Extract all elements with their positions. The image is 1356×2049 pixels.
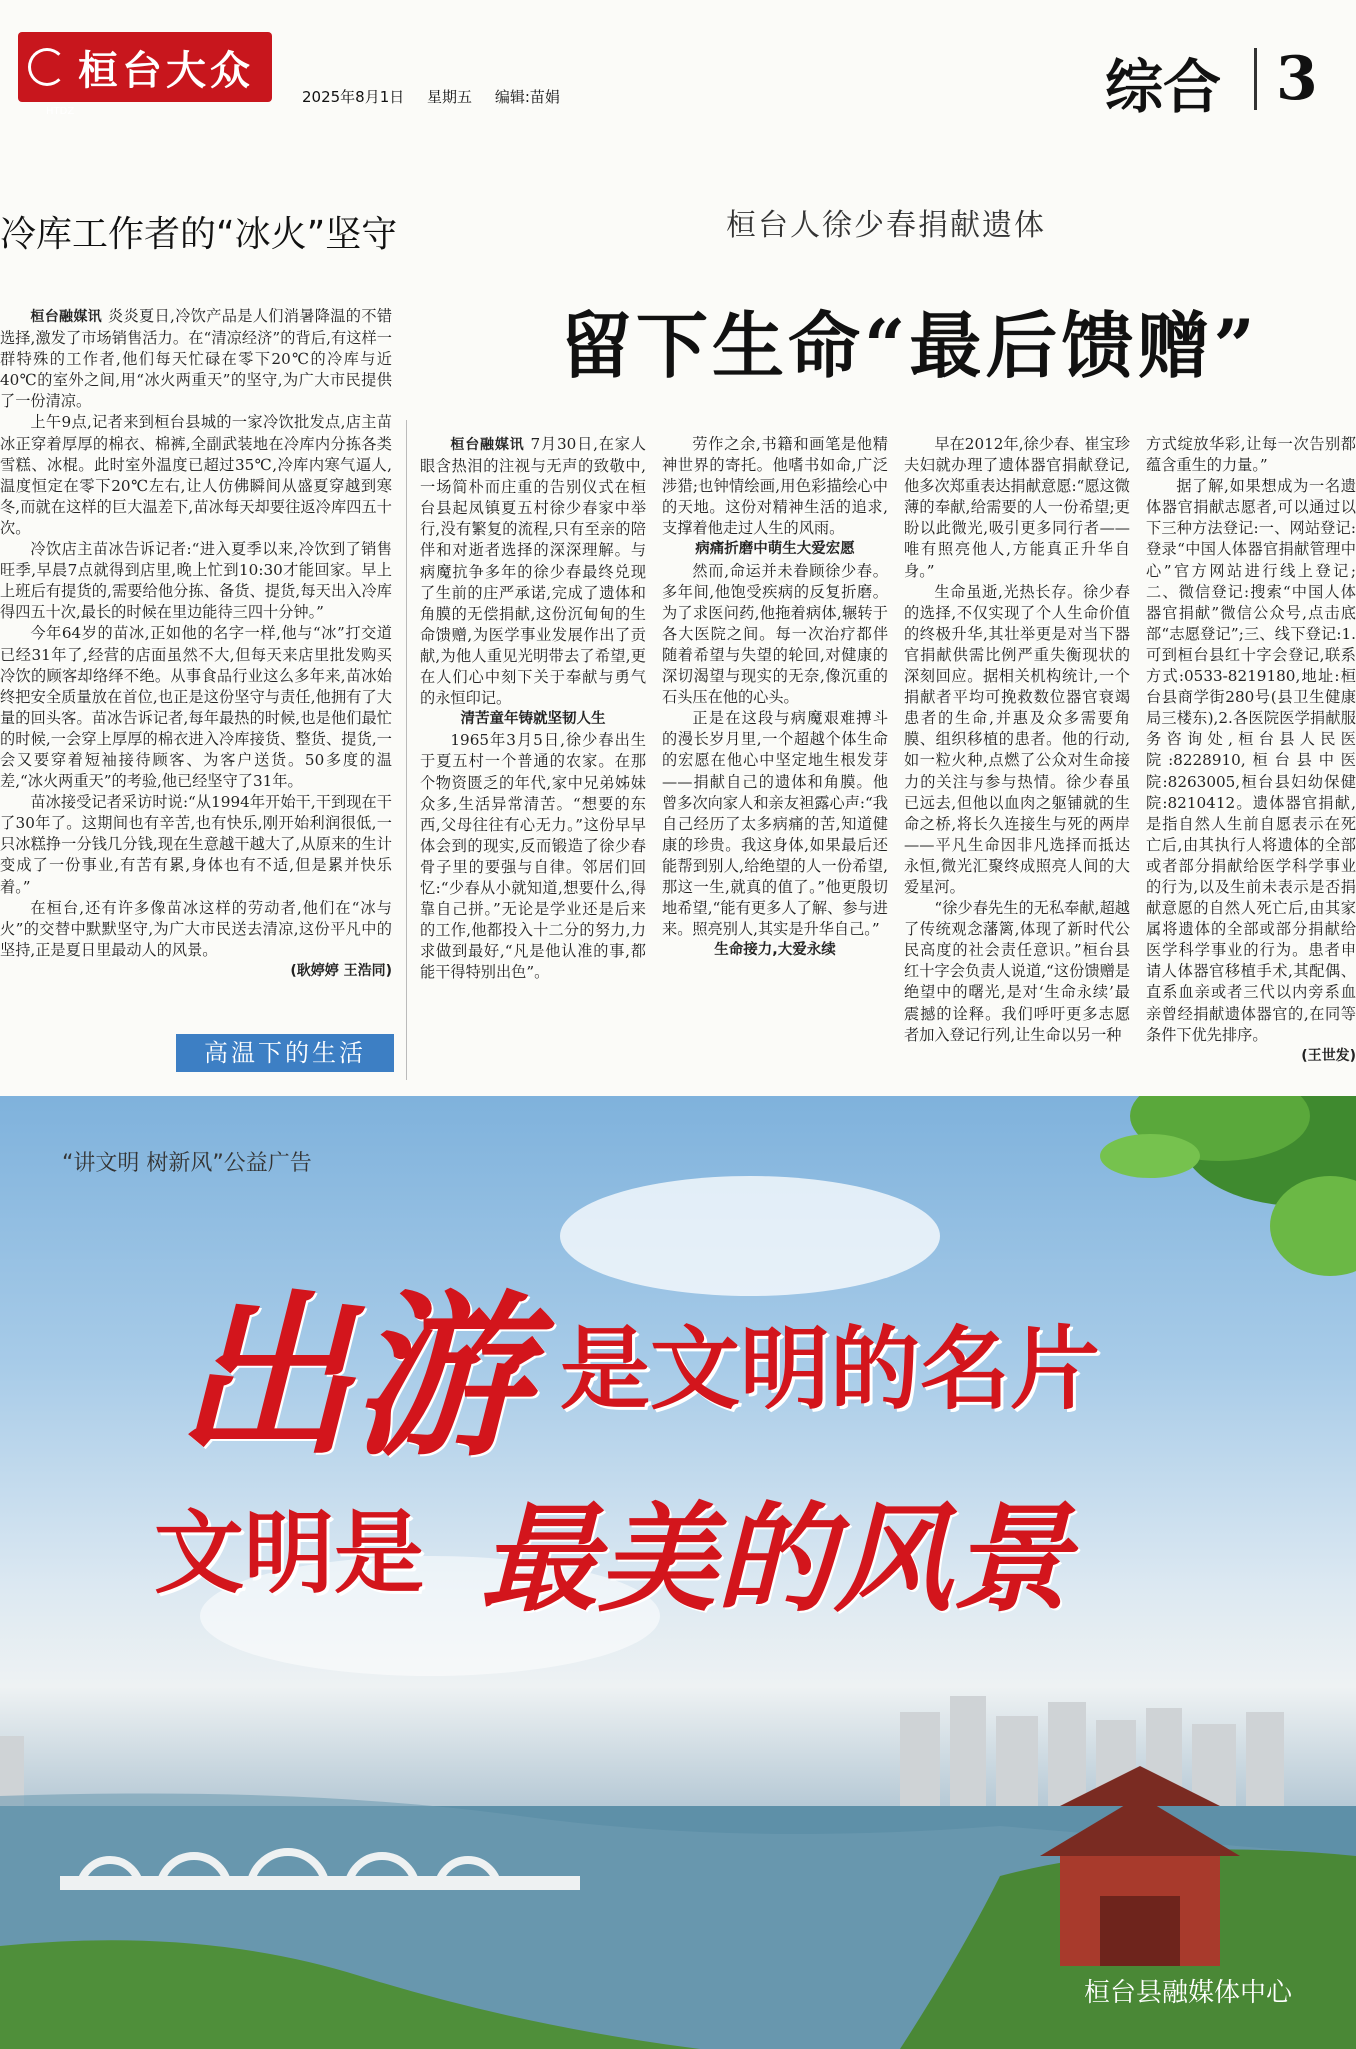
article-subhead: 病痛折磨中萌生大爱宏愿 [695,541,855,558]
newspaper-logo[interactable] [18,32,272,117]
ad-campaign-label: “讲文明 树新风”公益广告 [62,1151,312,1176]
main-article-col-3 [904,434,1130,1074]
article-subhead: 清苦童年铸就坚韧人生 [460,711,606,728]
article-paragraph: 上午9点,记者来到桓台县城的一家冷饮批发点,店主苗冰正穿着厚厚的棉衣、棉裤,全副武装地在冷库内分拣各类雪糕、冰棍。此时室外温度已超过35℃,冷库内寒气逼人,温度恒定在零下20℃左右,让人仿佛瞬间从盛夏穿越到寒冬,而就在这样的巨大温差下,苗冰每天却要往返冷库四五十次。 [0,413,392,537]
cloud-illustration [560,1176,940,1296]
article-paragraph: 在桓台,还有许多像苗冰这样的劳动者,他们在“冰与火”的交替中默默坚守,为广大市民送去清凉,这份平凡中的坚持,正是夏日里最动人的风景。 (耿婷婷 王浩同) [0,898,392,982]
left-article-title: 冷库工作者的“冰火”坚守 [0,214,398,255]
article-paragraph: 1965年3月5日,徐少春出生于夏五村一个普通的农家。在那个物资匮乏的年代,家中兄弟姊妹众多,生活异常清苦。“想要的东西,父母往往有心无力。”这份早早体会到的现实,反而锻造了徐少春骨子里的要强与自律。邻居们回忆:“少春从小就知道,想要什么,得靠自己拼。”无论是学业还是后来的工作,他都投入十二分的努力,力求做到最好,“凡是他认准的事,都能干得特别出色”。 [420,731,646,982]
article-byline: (耿婷婷 王浩同) [290,962,392,979]
ad-credit: 桓台县融媒体中心 [1083,1978,1292,2008]
article-byline: (王世发) [1301,1047,1356,1064]
ad-headline-2: 文明是 [154,1501,424,1606]
article-paragraph: 方式绽放华彩,让每一次告别都蕴含重生的力量。” [1146,435,1356,475]
article-paragraph: 早在2012年,徐少春、崔宝珍夫妇就办理了遗体器官捐献登记,他多次郑重表达捐献意愿:“愿这微薄的奉献,给需要的人一份希望;更盼以此微光,吸引更多同行者——唯有照亮他人,方能真正升华自身。” [904,435,1130,580]
page-number: 3 [1276,44,1318,114]
article-subhead: 生命接力,大爱永续 [714,942,836,959]
main-article-kicker: 桓台人徐少春捐献遗体 [726,208,1046,243]
article-paragraph: 桓台融媒讯 炎炎夏日,冷饮产品是人们消暑降温的不错选择,激发了市场销售活力。在“清凉经济”的背后,有这样一群特殊的工作者,他们每天忙碌在零下20℃的冷库与近40℃的室外之间,用“冰火两重天”的坚守,为广大市民提供了一份清凉。 [0,307,392,411]
ad-headline-script-2: 最美的风景 [480,1489,1071,1628]
dateline [302,86,578,107]
article-paragraph: 劳作之余,书籍和画笔是他精神世界的寄托。他嗜书如命,广泛涉猎;也钟情绘画,用色彩描绘心中的天地。这份对精神生活的追求,支撑着他走过人生的风雨。 [662,435,888,538]
left-article-body [0,306,392,1076]
public-service-ad [0,1096,1356,2049]
main-article-col-4 [1146,434,1356,1074]
masthead [0,0,1356,150]
article-paragraph: 苗冰接受记者采访时说:“从1994年开始干,干到现在干了30年了。这期间也有辛苦,也有快乐,刚开始利润很低,一只冰糕挣一分钱几分钱,现在生意越干越大了,从原来的生计变成了一份事业,有苦有累,身体也有不适,但是累并快乐着。” [0,793,392,896]
logo-subtext: HTDZ [46,106,75,117]
column-divider [406,420,407,1080]
issue-date: 2025年8月1日 [302,88,405,106]
article-lead: 桓台融媒讯 [450,437,525,453]
article-paragraph: 桓台融媒讯 7月30日,在家人眼含热泪的注视与无声的致敬中,一场简朴而庄重的告别仪式在桓台县起凤镇夏五村徐少春家中举行,没有繁复的流程,只有至亲的陪伴和对逝者选择的深深理解。与病魔抗争多年的徐少春最终兑现了生前的庄严承诺,完成了遗体和角膜的无偿捐献,这份沉甸甸的生命馈赠,为医学事业发展作出了贡献,为他人重见光明带去了希望,更在人们心中刻下关于奉献与勇气的永恒印记。 [420,435,646,708]
article-paragraph: 生命虽逝,光热长存。徐少春的选择,不仅实现了个人生命价值的终极升华,其壮举更是对当下器官捐献供需比例严重失衡现状的深刻回应。据相关机构统计,一个捐献者平均可挽救数位器官衰竭患者的生命,并惠及众多需要角膜、组织移植的患者。他的行动,如一粒火种,点燃了公众对生命接力的关注与参与热情。徐少春虽已远去,但他以血肉之躯铺就的生命之桥,将长久连接生与死的两岸——平凡生命因非凡选择而抵达永恒,微光汇聚终成照亮人间的大爱星河。 [904,582,1130,896]
logo-text: 桓台大众 [78,46,254,94]
main-article-col-1 [420,434,646,1074]
column-stamp: 高温下的生活 [176,1034,394,1072]
article-paragraph: 据了解,如果想成为一名遗体器官捐献志愿者,可以通过以下三种方法登记:一、网站登记:登录“中国人体器官捐献管理中心”官方网站进行线上登记;二、微信登记:搜索“中国人体器官捐献”微信公众号,点击底部“志愿登记”;三、线下登记:1.可到桓台县红十字会登记,联系方式:0533-8219180,地址:桓台县商学街280号(县卫生健康局三楼东),2.各医院医学捐献服务咨询处,桓台县人民医院:8228910,桓台县中医院:8263005,桓台县妇幼保健院:8210412。遗体器官捐献,是指自然人生前自愿表示在死亡后,由其执行人将遗体的全部或者部分捐献给医学科学事业的行为,以及生前未表示是否捐献意愿的自然人死亡后,由其家属将遗体的全部或部分捐献给医学科学事业的行为。患者申请人体器官移植手术,其配偶、直系血亲或者三代以内旁系血亲曾经捐献遗体器官的,在同等条件下优先排序。 [1146,477,1356,1044]
logo-swirl-icon [28,48,66,86]
article-lead: 桓台融媒讯 [30,309,103,325]
main-article-title: 留下生命“最后馈赠” [560,303,1259,388]
ad-headline-1: 是文明的名片 [560,1317,1100,1422]
article-paragraph: 然而,命运并未眷顾徐少春。多年间,他饱受疾病的反复折磨。为了求医问药,他拖着病体,辗转于各大医院之间。每一次治疗都伴随着希望与失望的轮回,对健康的深切渴望与现实的无奈,像沉重的石头压在他的心头。 [662,561,888,707]
editor-credit: 编辑:苗娟 [494,88,560,106]
main-article-col-2 [662,434,888,1074]
issue-weekday: 星期五 [427,88,473,106]
article-paragraph: 冷饮店主苗冰告诉记者:“进入夏季以来,冷饮到了销售旺季,早晨7点就得到店里,晚上忙到10:30才能回家。早上上班后有提货的,需要给他分拣、备货、提货,每天出入冷库得四五十次,最长的时候在里边能待三四十分钟。” [0,540,392,622]
section-name: 综合 [1105,53,1222,121]
article-paragraph: “徐少春先生的无私奉献,超越了传统观念藩篱,体现了新时代公民高度的社会责任意识。”桓台县红十字会负责人说道,“这份馈赠是绝望中的曙光,是对‘生命永续’最震撼的诠释。我们呼吁更多志愿者加入登记行列,让生命以另一种 [904,899,1130,1044]
ad-headline-script-1: 出游 [176,1273,529,1480]
section-divider [1254,48,1257,110]
article-paragraph: 正是在这段与病魔艰难搏斗的漫长岁月里,一个超越个体生命的宏愿在他心中坚定地生根发芽——捐献自己的遗体和角膜。他曾多次向家人和亲友袒露心声:“我自己经历了太多病痛的苦,知道健康的珍贵。我这身体,如果最后还能帮到别人,给绝望的人一份希望,那这一生,就真的值了。”他更殷切地希望,“能有更多人了解、参与进来。照亮别人,其实是升华自己。” [662,709,888,939]
tree-leaves-illustration [1100,1096,1356,1276]
article-paragraph: 今年64岁的苗冰,正如他的名字一样,他与“冰”打交道已经31年了,经营的店面虽然不大,但每天来店里批发购买冷饮的顾客却络绎不绝。从事食品行业这么多年来,苗冰始终把安全质量放在首位,也正是这份坚守与责任,他拥有了大量的回头客。苗冰告诉记者,每年最热的时候,也是他们最忙的时候,一会穿上厚厚的棉衣进入冷库接货、整货、提货,一会又要穿着短袖接待顾客、为客户送货。50多度的温差,“冰火两重天”的考验,他已经坚守了31年。 [0,624,392,791]
